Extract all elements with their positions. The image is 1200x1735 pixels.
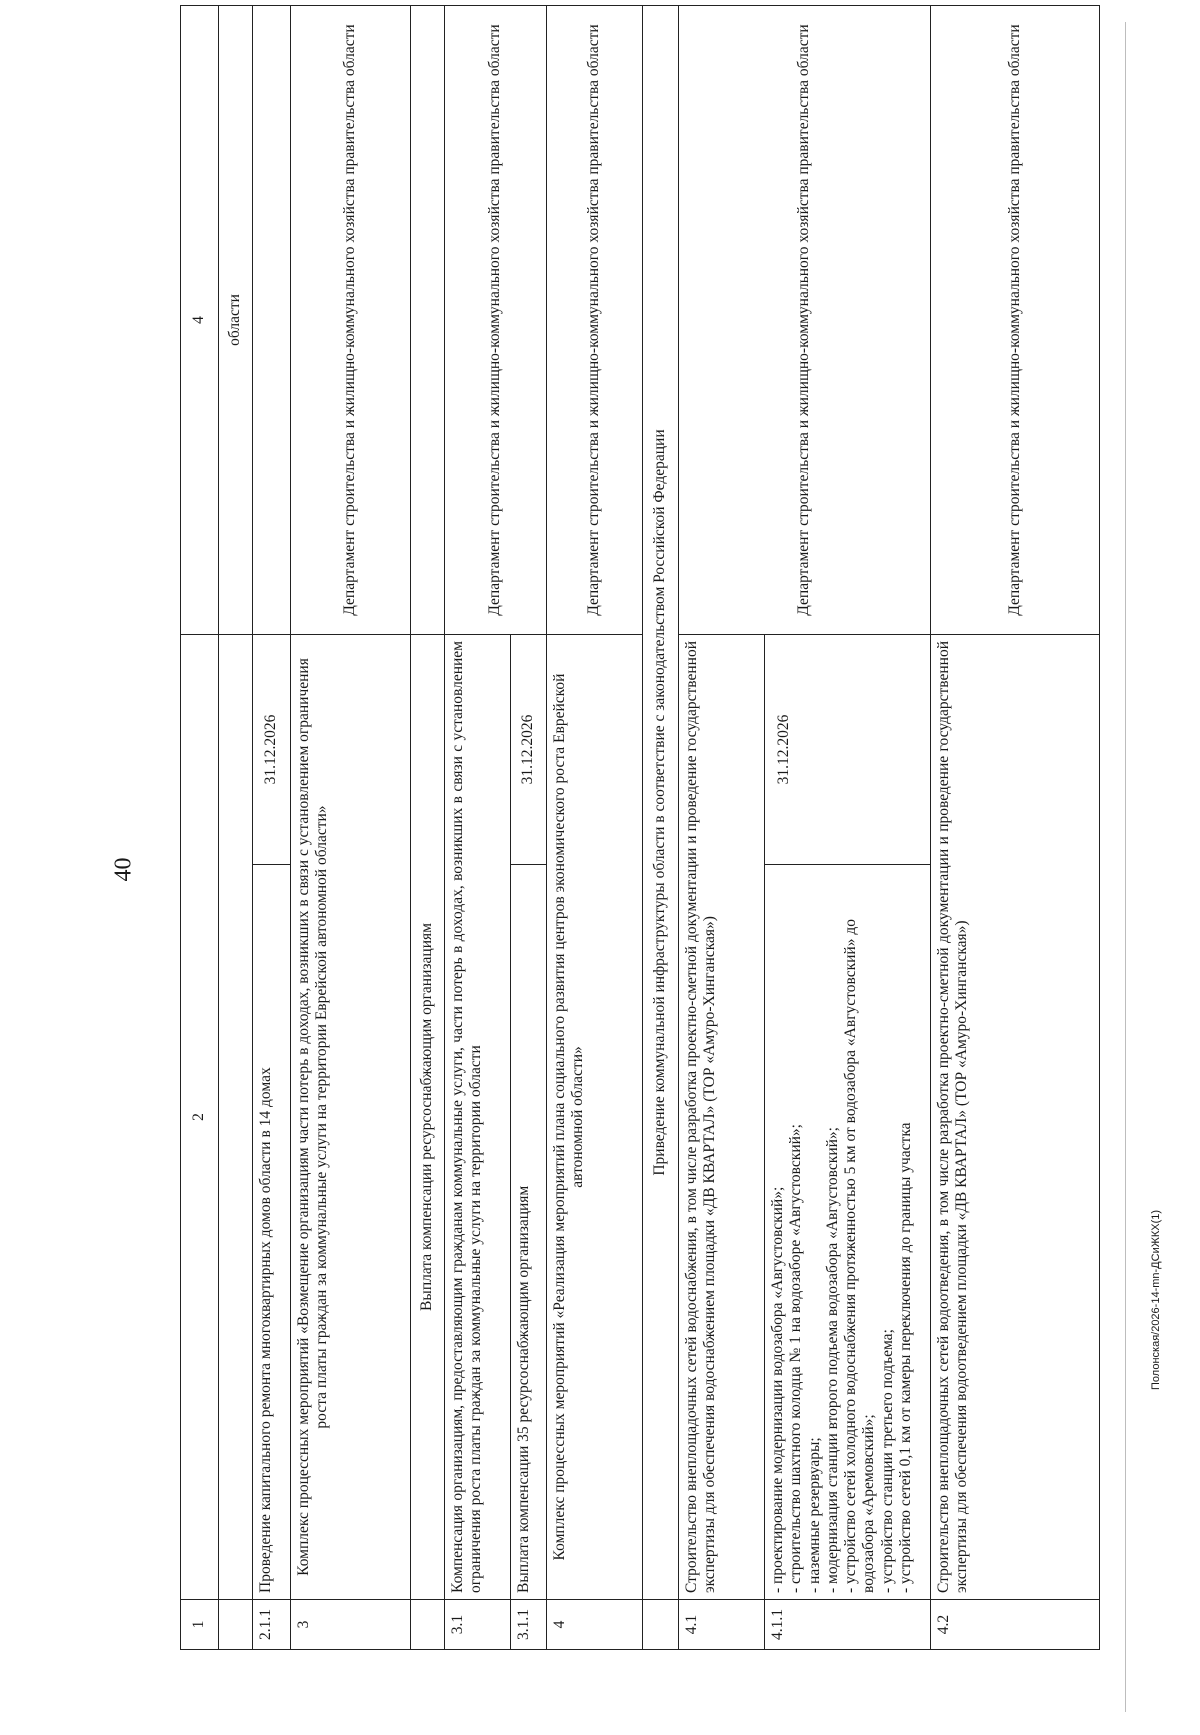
list-item: - устройство сетей 0,1 км от камеры переключения до границы участка [896,1122,914,1593]
row-text: Комплекс процессных мероприятий «Реализация мероприятий плана социального развития центров экономического роста Еврейской автономной области» [547,635,643,1600]
section-title: Приведение коммунальной инфраструктуры области в соответствие с законодательством Российской Федерации [643,6,679,1600]
header-col-2: 2 [181,635,219,1600]
row-num: 4.1 [679,1600,765,1650]
row-num [219,1600,253,1650]
section-title: Выплата компенсации ресурсоснабжающим организациям [411,635,445,1600]
row-text: Строительство внеплощадочных сетей водоснабжения, в том числе разработка проектно-сметной документации и проведение государственной экспертизы для обеспечения водоснабжением площадки «ДВ КВАРТАЛ» (ТОР «Амуро-Хинганская») [679,635,765,1600]
table-row [291,6,411,1650]
row-text: Компенсация организациям, предоставляющим гражданам коммунальные услуги, части потерь в доходах, возникших в связи с установлением ограничения роста платы граждан за коммунальные услуги на территории области [445,635,511,1600]
measures-table [180,5,1100,1650]
continuation-row [219,6,253,1650]
row-date: 31.12.2026 [511,635,547,865]
list-item: - строительство шахтного колодца № 1 на водозаборе «Августовский»; [787,1124,805,1593]
row-responsible: Департамент строительства и жилищно-коммунального хозяйства правительства области [291,6,411,635]
header-col-1: 1 [181,1600,219,1650]
footer-code: Полонская/2026-14-mn-ДСиЖКХ(1) [1150,1209,1162,1390]
table-row [253,6,291,1650]
row-text: Комплекс процессных мероприятий «Возмещение организациям части потерь в доходах, возникших в связи с установлением ограничения роста платы граждан за коммунальные услуги на территории Еврейской автономной области» [291,635,411,1600]
row-text: Проведение капитального ремонта многоквартирных домов области в 14 домах [253,865,291,1600]
table-row [445,6,511,1650]
row-text: Выплата компенсации 35 ресурсоснабжающим организациям [511,865,547,1600]
row-num: 2.1.1 [253,1600,291,1650]
header-row [181,6,219,1650]
row-num: 4 [547,1600,643,1650]
table-row [679,6,765,1650]
row-num: 3.1 [445,1600,511,1650]
table-row [931,6,1100,1650]
list-item: - проектирование модернизации водозабора «Августовский»; [769,1186,786,1593]
table-row [547,6,643,1650]
row-num: 3.1.1 [511,1600,547,1650]
row-responsible: Департамент строительства и жилищно-коммунального хозяйства правительства области [445,6,547,635]
row-num: 3 [291,1600,411,1650]
rotated-table-sheet [180,5,1100,1650]
row-date: 31.12.2026 [765,635,931,865]
row-responsible: области [219,6,253,635]
row-text [765,865,931,1600]
section-row [411,6,445,1650]
row-text: Строительство внеплощадочных сетей водоотведения, в том числе разработка проектно-сметной документации и проведение государственной экспертизы для обеспечения водоотведением площадки «ДВ КВАРТАЛ» (ТОР «Амуро-Хинганская») [931,635,1100,1600]
row-text [219,635,253,1600]
scan-edge-line [1125,22,1126,1712]
row-responsible: Департамент строительства и жилищно-коммунального хозяйства правительства области [547,6,643,635]
page-number: 40 [110,857,137,882]
row-num: 4.2 [931,1600,1100,1650]
list-item: - устройство сетей холодного водоснабжения протяженностью 5 км от водозабора «Августовский» до водозабора «Аремовский»; [842,919,878,1593]
list-item: - модернизация станции второго подъема водозабора «Августовский»; [823,1127,841,1593]
row-responsible [253,6,291,635]
row-responsible: Департамент строительства и жилищно-коммунального хозяйства правительства области [931,6,1100,635]
row-num: 4.1.1 [765,1600,931,1650]
row-responsible: Департамент строительства и жилищно-коммунального хозяйства правительства области [679,6,931,635]
header-col-4: 4 [181,6,219,635]
list-item: - наземные резервуары; [805,1437,823,1593]
list-item: - устройство станции третьего подъема; [878,1329,896,1593]
section-row [643,6,679,1650]
row-date: 31.12.2026 [253,635,291,865]
